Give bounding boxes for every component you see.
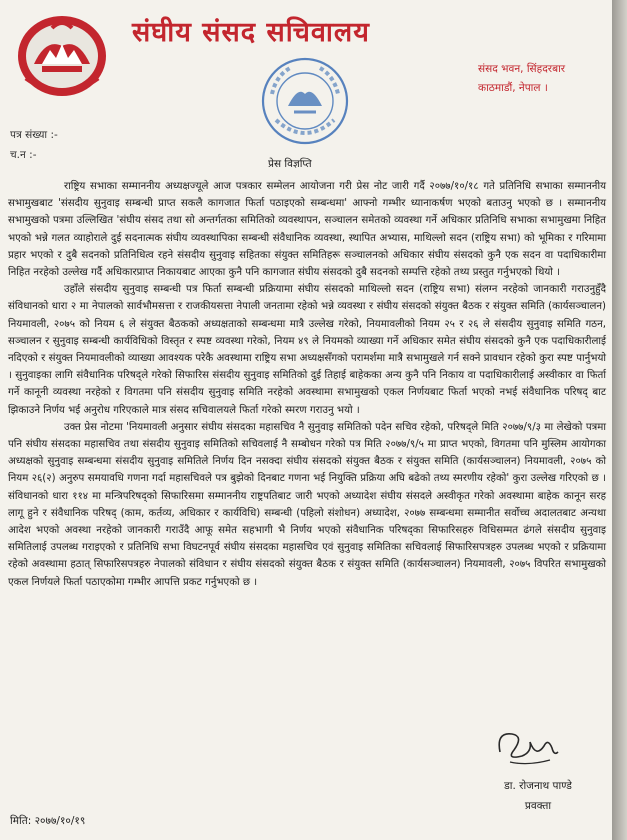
signature-icon bbox=[492, 722, 562, 770]
document-heading: प्रेस विज्ञप्ति bbox=[268, 158, 312, 170]
office-address bbox=[478, 60, 606, 98]
signatory-block bbox=[470, 776, 606, 816]
organization-title: संघीय संसद सचिवालय bbox=[132, 17, 370, 48]
signatory-name: डा. रोजनाथ पाण्डे bbox=[504, 780, 572, 792]
office-seal-icon bbox=[258, 54, 352, 148]
press-release-body bbox=[8, 178, 606, 591]
body-paragraph: उक्त प्रेस नोटमा 'नियमावली अनुसार संघीय संसदका महासचिव नै सुनुवाइ समितिको पदेन सचिव रहेको, परिषद्ले मिति २०७७/९/३ मा लेखेको पत्रमा पनि संघीय संसदका महासचिव तथा संसदीय सुनुवाइ समितिको सचिवलाई नै सम्बोधन गरेको पत्र मिति २०७७/९/५ मा प्राप्त भएको, विगतमा पनि मुस्लिम आयोगका अध्यक्षको सुनुवाइ सम्बन्धमा संसदीय सुनुवाइ समितिले निर्णय दिन नसक्दा संघीय संसदको संयुक्त बैठक र संयुक्त समिति (कार्यसञ्चालन) नियमावली, २०७५ को नियम २६(२) अनुरुप समयावधि गणना गर्दा महासचिवले पत्र बुझेको दिनबाट गणना भई नियुक्ति प्रक्रिया अघि बढेको तथ्य स्मरणीय रहेको' कुरा उल्लेख गरिएको छ । संविधानको धारा ११४ मा मन्त्रिपरिषद्को सिफारिसमा सम्माननीय राष्ट्रपतिबाट जारी भएको अध्यादेश संघीय संसदले अस्वीकृत गरेको अवस्थामा बाहेक कानून सरह लागू हुने र संवैधानिक परिषद् (काम, कर्तव्य, अधिकार र कार्यविधि) सम्बन्धी (पहिलो संशोधन) अध्यादेश, २०७७ सम्बन्धमा सम्मानीत सर्वोच्च अदालतबाट अन्यथा आदेश भएको अवस्था नरहेको जानकारी गराउँदै आफू समेत सहभागी भै निर्णय भएको संवैधानिक परिषद्का सिफारिसहरु विधिसम्मत ढंगले संसदीय सुनुवाइ समितिलाई उपलब्ध गराइएको र प्रतिनिधि सभा विघटनपूर्व संघीय संसदका महासचिव एवं सुनुवाइ समितिका सचिवलाई सिफारिसपत्रहरु उपलब्ध भएको र प्रक्रियामा रहेको अवस्थामा हठात् सिफारिसपत्रहरु नेपालको संविधान र संघीय संसदको संयुक्त बैठक र संयुक्त समिति (कार्यसञ्चालन) नियमावली, २०७५ विपरित सभामुखको एकल निर्णयले फिर्ता पठाएकोमा गम्भीर आपत्ति प्रकट गर्नुभएको छ । bbox=[8, 421, 606, 588]
address-line-2: काठमाडौं, नेपाल । bbox=[478, 82, 548, 94]
signatory-role: प्रवक्ता bbox=[524, 800, 552, 812]
issue-date: मिति: २०७७/१०/१९ bbox=[10, 815, 86, 827]
letter-number-label: पत्र संख्या :- bbox=[10, 129, 58, 141]
dispatch-number-label: च.न :- bbox=[10, 149, 37, 161]
body-paragraph: उहाँले संसदीय सुनुवाइ सम्बन्धी पत्र फिर्ता सम्बन्धी प्रक्रियामा संघीय संसदको माथिल्लो सदन (राष्ट्रिय सभा) संलग्न नरहेको जानकारी गराउनुहुँदै संविधानको धारा २ मा नेपालको सार्वभौमसत्ता र राजकीयसत्ता नेपाली जनतामा रहेको भन्ने व्यवस्था र संघीय संसदको संयुक्त बैठक र संयुक्त समिति (कार्यसञ्चालन) नियमावली, २०७५ को नियम ६ ले संयुक्त बैठकको अध्यक्षताको सम्बन्धमा मात्रै उल्लेख गरेको, नियमावलीको नियम २५ र २६ ले संसदीय सुनुवाइ समिति गठन, सञ्चालन र सुनुवाइ सम्बन्धी कार्यविधिको विस्तृत र स्पष्ट व्यवस्था गरेको, नियम ४९ ले नियमको व्याख्या गर्ने अधिकार समेत संघीय संसदको कुनै एक पदाधिकारीलाई नदिएको र संयुक्त नियमावलीको व्याख्या आवश्यक परेकै अवस्थामा राष्ट्रिय सभा अध्यक्षसँगको परामर्शमा मात्रै सभामुखले गर्न सक्ने प्रावधान रहेको कुरा स्पष्ट पार्नुभयो । सुनुवाइका लागि संवैधानिक परिषद्ले गरेको सिफारिस संसदीय सुनुवाइ समितिको दुई तिहाई बाहेकका अन्य कुनै पनि निकाय वा पदाधिकारीलाई अस्वीकार वा फिर्ता गर्ने कानूनी व्यवस्था नरहेको र विगतमा पनि संसदीय सुनुवाइ समिति नरहेको अवस्थामा सभामुखको एकल निर्णयबाट फिर्ता भएको नभई संवैधानिक परिषद् बाट झिकाउने निर्णय भई अनुरोध गरिएकाले मात्र संसद सचिवालयले फिर्ता गरेको स्मरण गराउनु भयो । bbox=[8, 284, 606, 416]
address-line-1: संसद भवन, सिंहदरबार bbox=[478, 63, 566, 75]
background-edge bbox=[612, 0, 627, 840]
body-paragraph: राष्ट्रिय सभाका सम्माननीय अध्यक्षज्यूले आज पत्रकार सम्मेलन आयोजना गरी प्रेस नोट जारी गर्दै २०७७/१०/१८ गते प्रतिनिधि सभाका सम्माननीय सभामुखबाट 'संसदीय सुनुवाइ सम्बन्धी प्राप्त सकलै कागजात फिर्ता पठाइएको सम्बन्धमा' आफ्नो गम्भीर ध्यानाकर्षण भएको बताउनु भएको छ । सम्माननीय सभामुखको पत्रमा उल्लिखित 'संघीय संसद तथा सो अन्तर्गतका समितिको व्यवस्थापन, सञ्चालन समेतको व्यवस्था गर्ने अधिकार प्रतिनिधि सभाका सभामुखमा निहित भएको भन्ने गलत व्याहोराले दुई सदनात्मक संघीय व्यवस्थापिका सम्बन्धी संवैधानिक व्यवस्था, स्थापित अभ्यास, माथिल्लो सदन (राष्ट्रिय सभा) को भूमिका र गरिमामा प्रहार भएको र दुबै सदनको प्रतिनिधित्व रहने संसदीय सुनुवाइ सहितका संयुक्त समितिहरू सञ्चालनको अधिकार संघीय संसदको कुनै एक सदन वा पदाधिकारीमा निहित नरहेको उल्लेख गर्दै अधिकारप्राप्त निकायबाट आएका कुनै पनि कागजात संघीय संसदको दुबै सदनको सम्पत्ति रहेको तथ्य प्रस्तुत गर्नुभएको थियो । bbox=[8, 181, 606, 279]
nepal-emblem-icon bbox=[12, 8, 112, 100]
